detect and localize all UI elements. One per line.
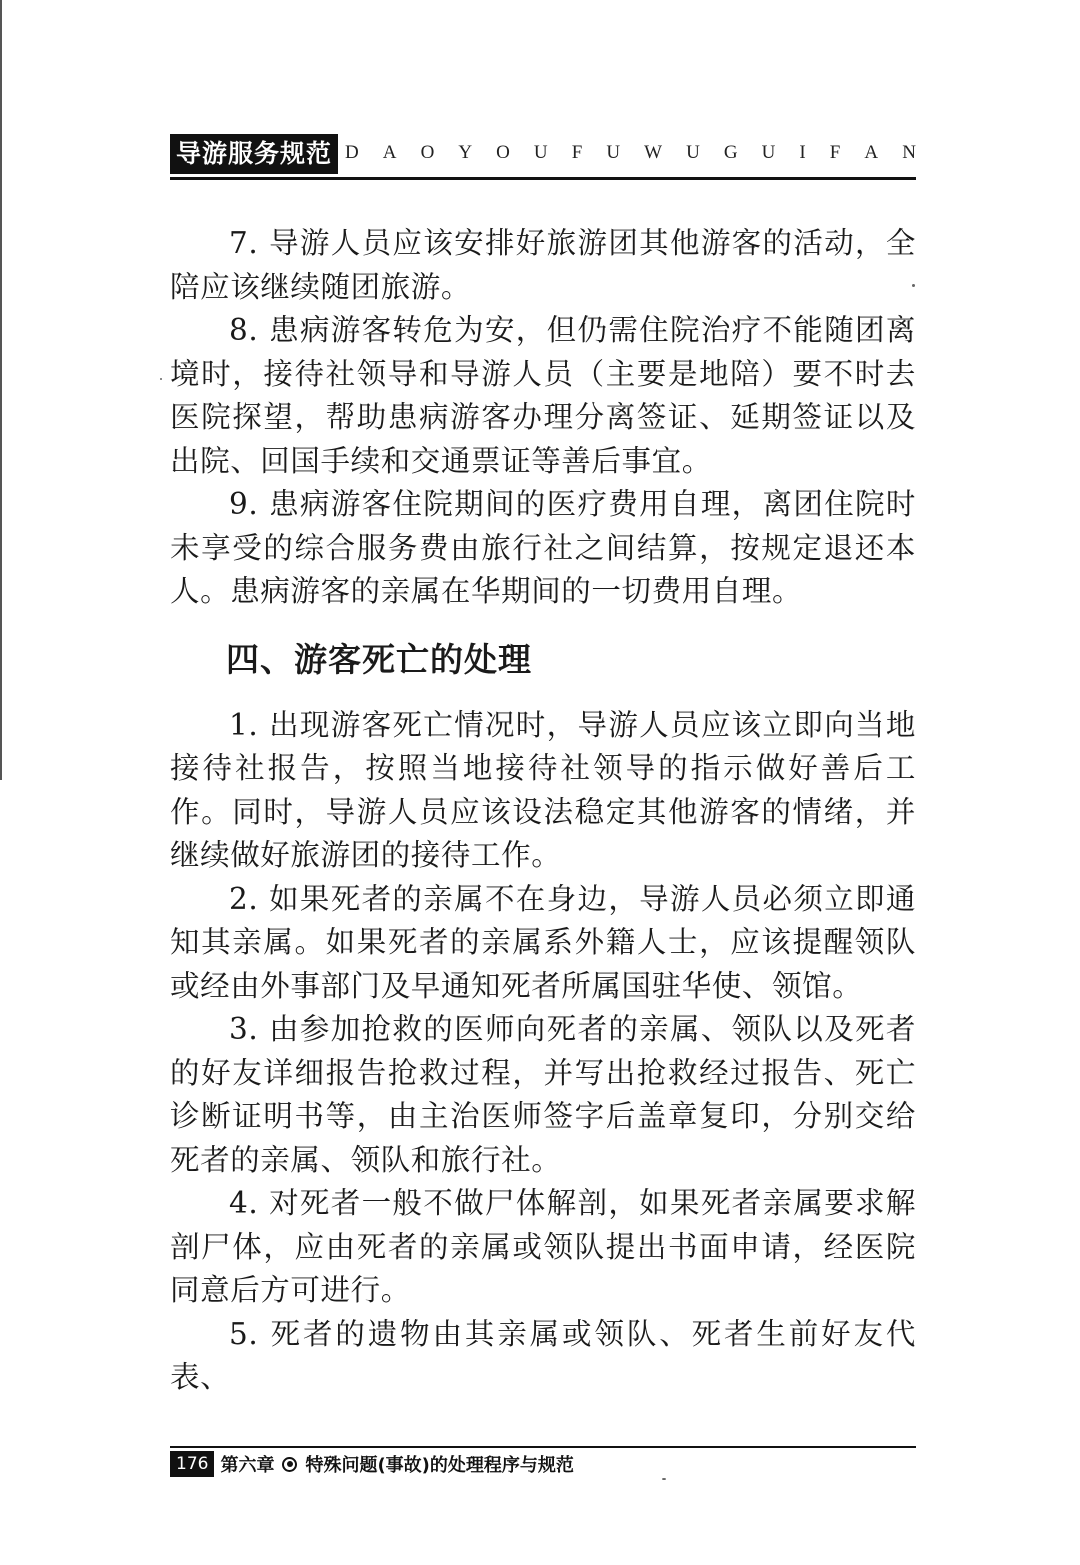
pinyin-letter: U	[533, 142, 548, 163]
scan-speck	[662, 1478, 666, 1480]
footer-rule	[170, 1446, 916, 1448]
pinyin-letter: I	[799, 142, 806, 163]
pinyin-letter: O	[420, 142, 435, 163]
section-heading: 四、游客死亡的处理	[226, 639, 532, 679]
section-paragraph-4: 4. 对死者一般不做尸体解剖，如果死者亲属要求解剖尸体，应由死者的亲属或领队提出书面申请，经医院同意后方可进行。	[170, 1186, 916, 1307]
page-number: 176	[170, 1451, 214, 1477]
body-text	[170, 222, 916, 1400]
paragraph-9: 9. 患病游客住院期间的医疗费用自理，离团住院时未享受的综合服务费由旅行社之间结算，按规定退还本人。患病游客的亲属在华期间的一切费用自理。	[170, 487, 916, 608]
paragraph-7: 7. 导游人员应该安排好旅游团其他游客的活动，全陪应该继续随团旅游。	[170, 226, 916, 304]
scan-speck	[912, 284, 915, 287]
pinyin-letter: W	[644, 142, 663, 163]
section-paragraph-2: 2. 如果死者的亲属不在身边，导游人员必须立即通知其亲属。如果死者的亲属系外籍人士，应该提醒领队或经由外事部门及早通知死者所属国驻华使、领馆。	[170, 881, 916, 1003]
pinyin-letter: F	[829, 142, 841, 163]
pinyin-letter: G	[723, 142, 738, 163]
section-paragraph-5: 5. 死者的遗物由其亲属或领队、死者生前好友代表、	[170, 1316, 916, 1394]
section-paragraph-1: 1. 出现游客死亡情况时，导游人员应该立即向当地接待社报告，按照当地接待社领导的指示做好善后工作。同时，导游人员应该设法稳定其他游客的情绪，并继续做好旅游团的接待工作。	[170, 707, 916, 872]
pinyin-letter: O	[496, 142, 510, 163]
pinyin-letter: D	[345, 142, 359, 163]
section-paragraph-3: 3. 由参加抢救的医师向死者的亲属、领队以及死者的好友详细报告抢救过程，并写出抢救经过报告、死亡诊断证明书等，由主治医师签字后盖章复印，分别交给死者的亲属、领队和旅行社。	[170, 1012, 916, 1177]
pinyin-letter: U	[761, 142, 776, 163]
scan-edge-line	[0, 0, 2, 780]
pinyin-letter: Y	[458, 142, 473, 163]
circle-bullet-icon	[282, 1457, 297, 1472]
pinyin-letter: N	[902, 142, 916, 163]
pinyin-letter: U	[686, 142, 700, 163]
chapter-title: 特殊问题(事故)的处理程序与规范	[305, 1455, 574, 1476]
pinyin-letter: F	[571, 142, 583, 163]
pinyin-letter: A	[382, 142, 397, 163]
running-header	[170, 134, 916, 178]
pinyin-letter: A	[864, 142, 879, 163]
header-rule	[170, 177, 916, 180]
scan-speck	[160, 378, 162, 380]
chapter-label: 第六章	[220, 1455, 275, 1476]
pinyin-letter: U	[606, 142, 621, 163]
running-footer	[170, 1450, 574, 1478]
paragraph-8: 8. 患病游客转危为安，但仍需住院治疗不能随团离境时，接待社领导和导游人员（主要是地陪）要不时去医院探望，帮助患病游客办理分离签证、延期签证以及出院、回国手续和交通票证等善后事宜。	[170, 313, 916, 478]
header-pinyin	[345, 142, 916, 164]
header-title: 导游服务规范	[170, 134, 338, 174]
